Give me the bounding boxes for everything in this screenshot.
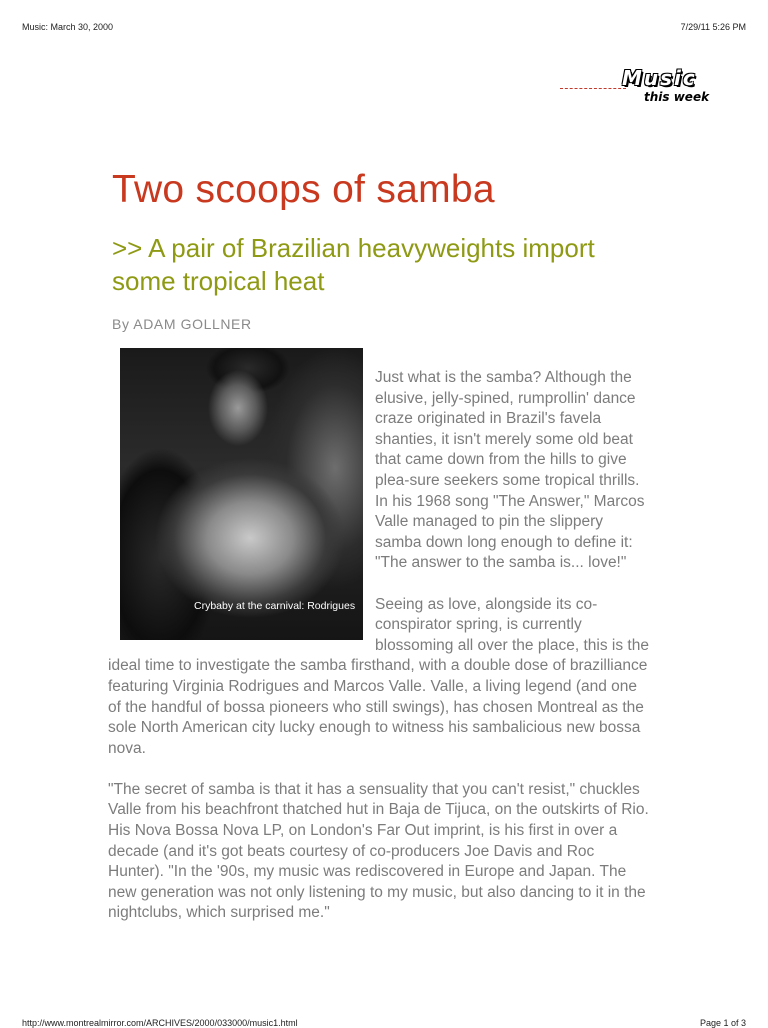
page-url: http://www.montrealmirror.com/ARCHIVES/2000/033000/music1.html xyxy=(22,1018,298,1028)
article-photo xyxy=(120,348,363,640)
photo-caption: Crybaby at the carnival: Rodrigues xyxy=(194,600,356,612)
article-headline: Two scoops of samba xyxy=(112,168,495,211)
music-this-week-logo xyxy=(560,66,730,106)
article-body xyxy=(108,368,653,924)
page-number: Page 1 of 3 xyxy=(699,1018,746,1028)
logo-title: Music xyxy=(622,66,697,90)
article-byline: By ADAM GOLLNER xyxy=(112,316,252,332)
article-paragraph: "The secret of samba is that it has a sensuality that you can't resist," chuckles Valle from his beachfront thatched hut in Baja de Tijuca, on the outskirts of Rio. His Nova Bossa Nova LP, on London's Far Out imprint, is his first in over a decade (and it's got beats courtesy of co-producers Joe Davis and Roc Hunter). "In the '90s, my music was rediscovered in Europe and Japan. The new generation was not only listening to my music, but also dancing to it in the nightclubs, which surprised me." xyxy=(108,780,649,922)
logo-dashed-rule xyxy=(560,88,626,89)
article-deck: >> A pair of Brazilian heavyweights import some tropical heat xyxy=(112,233,595,296)
print-header-timestamp: 7/29/11 5:26 PM xyxy=(680,22,746,32)
article-paragraph: Seeing as love, alongside its co-conspirator spring, is currently blossoming all over the place, this is the ideal time to investigate the samba firsthand, with a double dose of brazilliance featuring Virginia Rodrigues and Marcos Valle. Valle, a living legend (and one of the handful of bossa pioneers who still swings), has chosen Montreal as the sole North American city lucky enough to witness his sambalicious new bossa nova. xyxy=(108,595,649,757)
logo-subtitle: this week xyxy=(644,90,710,104)
article-paragraph: Just what is the samba? Although the elusive, jelly-spined, rumprollin' dance craze originated in Brazil's favela shanties, it isn't merely some old beat that came down from the hills to give plea-sure seekers some tropical thrills. In his 1968 song "The Answer," Marcos Valle managed to pin the slippery samba down long enough to define it: "The answer to the samba is... love!" xyxy=(375,369,645,572)
print-header-title: Music: March 30, 2000 xyxy=(22,22,114,32)
